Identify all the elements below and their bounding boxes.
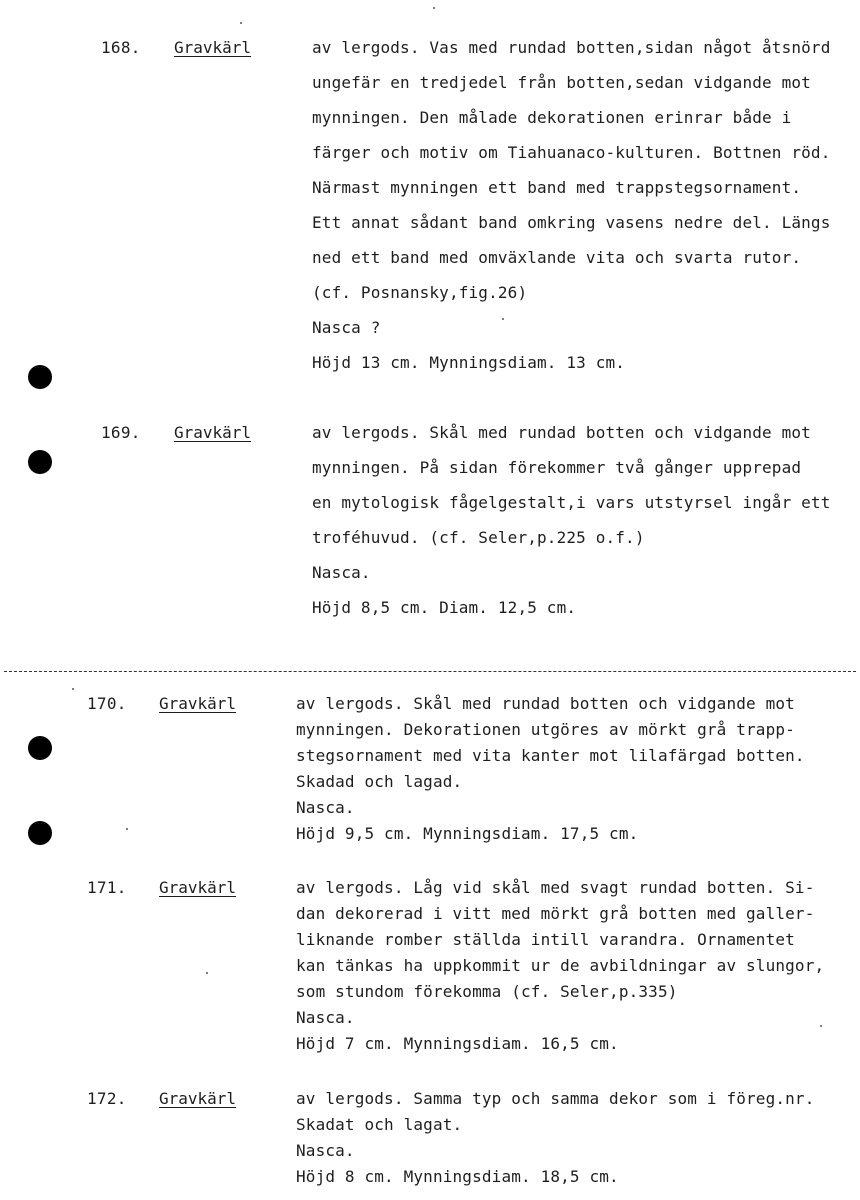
entry-text-line: av lergods. Skål med rundad botten och vidgande mot	[296, 694, 795, 713]
punch-hole-icon	[28, 736, 52, 760]
entry-text-line: kan tänkas ha uppkommit ur de avbildningar av slungor,	[296, 956, 825, 975]
entry-text-line: Höjd 7 cm. Mynningsdiam. 16,5 cm.	[296, 1034, 619, 1053]
entry-text-line: av lergods. Samma typ och samma dekor som i föreg.nr.	[296, 1089, 815, 1108]
entry-text-line: troféhuvud. (cf. Seler,p.225 o.f.)	[312, 528, 645, 547]
entry-label: Gravkärl	[174, 38, 252, 57]
entry-text-line: Skadad och lagad.	[296, 772, 463, 791]
entry-label: Gravkärl	[159, 694, 237, 713]
entry-text-line: Höjd 8 cm. Mynningsdiam. 18,5 cm.	[296, 1167, 619, 1186]
entry-text-line: liknande romber ställda intill varandra. Ornamentet	[296, 930, 795, 949]
entry-text-line: Ett annat sådant band omkring vasens nedre del. Längs	[312, 213, 831, 232]
punch-hole-icon	[28, 821, 52, 845]
scan-speck	[126, 828, 128, 830]
entry-text-line: ungefär en tredjedel från botten,sedan vidgande mot	[312, 73, 811, 92]
entry-text-line: stegsornament med vita kanter mot lilafärgad botten.	[296, 746, 805, 765]
entry-text-line: ned ett band med omväxlande vita och svarta rutor.	[312, 248, 802, 267]
entry-text-line: dan dekorerad i vitt med mörkt grå botten med galler-	[296, 904, 815, 923]
scan-speck	[820, 1025, 822, 1027]
entry-text-line: en mytologisk fågelgestalt,i vars utstyrsel ingår ett	[312, 493, 831, 512]
entry-text-line: mynningen. Dekorationen utgöres av mörkt grå trapp-	[296, 720, 795, 739]
entry-number: 172.	[87, 1089, 127, 1108]
entry-text-line: Höjd 13 cm. Mynningsdiam. 13 cm.	[312, 353, 626, 372]
section-divider	[4, 671, 856, 672]
entry-label: Gravkärl	[159, 878, 237, 897]
scan-speck	[502, 318, 504, 320]
scan-speck	[206, 972, 208, 974]
entry-text-line: Skadat och lagat.	[296, 1115, 463, 1134]
entry-label: Gravkärl	[174, 423, 252, 442]
entry-number: 169.	[101, 423, 141, 442]
entry-text-line: mynningen. Den målade dekorationen erinrar både i	[312, 108, 792, 127]
scan-speck	[240, 22, 242, 24]
entry-number: 171.	[87, 878, 127, 897]
entry-number: 170.	[87, 694, 127, 713]
scan-speck	[433, 7, 435, 9]
entry-text-line: av lergods. Vas med rundad botten,sidan något åtsnörd	[312, 38, 831, 57]
entry-text-line: mynningen. På sidan förekommer två gånger upprepad	[312, 458, 802, 477]
scan-speck	[72, 688, 74, 690]
entry-text-line: Nasca.	[296, 798, 355, 817]
entry-text-line: Höjd 9,5 cm. Mynningsdiam. 17,5 cm.	[296, 824, 639, 843]
entry-text-line: Nasca.	[296, 1008, 355, 1027]
punch-hole-icon	[28, 365, 52, 389]
entry-label: Gravkärl	[159, 1089, 237, 1108]
entry-number: 168.	[101, 38, 141, 57]
entry-text-line: som stundom förekomma (cf. Seler,p.335)	[296, 982, 678, 1001]
entry-text-line: Nasca.	[296, 1141, 355, 1160]
entry-text-line: Nasca ?	[312, 318, 381, 337]
entry-text-line: av lergods. Låg vid skål med svagt rundad botten. Si-	[296, 878, 815, 897]
entry-text-line: Närmast mynningen ett band med trappstegsornament.	[312, 178, 802, 197]
entry-text-line: av lergods. Skål med rundad botten och vidgande mot	[312, 423, 811, 442]
entry-text-line: färger och motiv om Tiahuanaco-kulturen. Bottnen röd.	[312, 143, 831, 162]
entry-text-line: (cf. Posnansky,fig.26)	[312, 283, 528, 302]
entry-text-line: Höjd 8,5 cm. Diam. 12,5 cm.	[312, 598, 577, 617]
punch-hole-icon	[28, 450, 52, 474]
entry-text-line: Nasca.	[312, 563, 371, 582]
